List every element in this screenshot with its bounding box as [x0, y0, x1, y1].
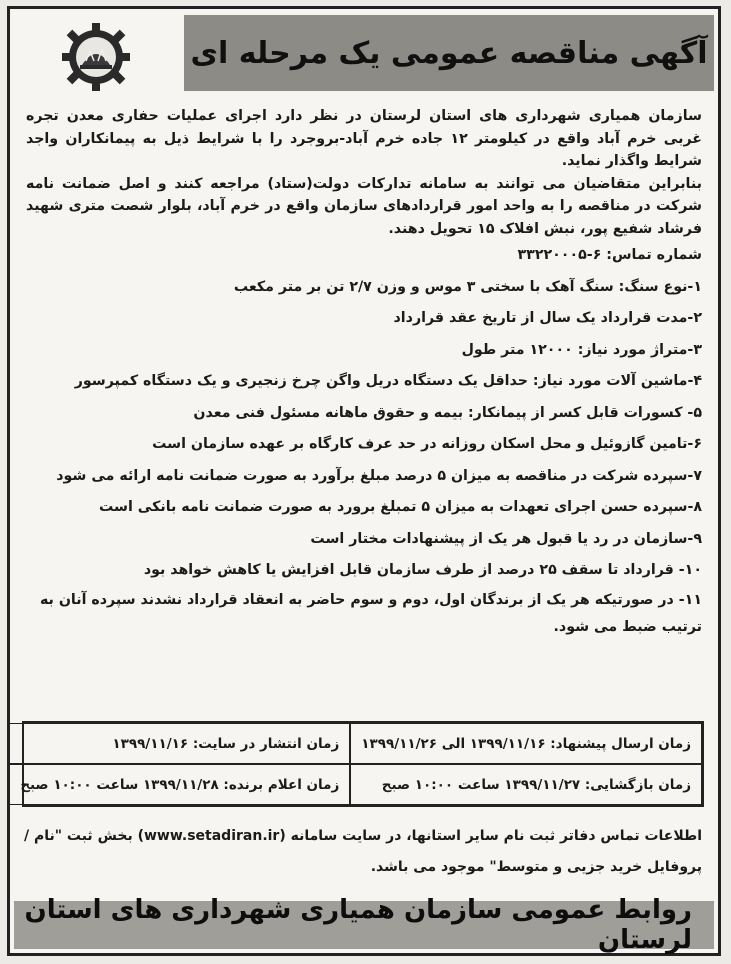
list-item: ۵- کسورات قابل کسر از پیمانکار: بیمه و حقوق ماهانه مسئول فنی معدن [193, 404, 702, 421]
list-item: ۱-نوع سنگ: سنگ آهک با سختی ۳ موس و وزن ۲/۷ تن بر متر مکعب [233, 278, 702, 295]
footer-banner [14, 895, 714, 955]
schedule-table [22, 721, 704, 807]
notice-title: آگهی مناقصه عمومی یک مرحله ای [190, 35, 708, 71]
list-item: ۳-متراژ مورد نیاز: ۱۲۰۰۰ متر طول [461, 341, 702, 358]
footer-text: روابط عمومی سازمان همیاری شهرداری های استان لرستان [24, 895, 692, 955]
list-item: ۸-سپرده حسن اجرای تعهدات به میزان ۵ تمبلغ برورد به صورت ضمانت نامه بانکی است [99, 499, 702, 515]
contact-note: اطلاعات تماس دفاتر ثبت نام سایر استانها، در سایت سامانه (www.setadiran.ir) بخش ثبت "نام / پروفایل خرید جزیی و متوسط" موجود می باشد. [23, 828, 702, 875]
list-item: ۱۱- در صورتیکه هر یک از برندگان اول، دوم و سوم حاضر به انعقاد قرارداد نشدند سپرده آنان به ترتیب ضبط می شود. [39, 591, 702, 635]
list-item: ۴-ماشین آلات مورد نیاز: حداقل یک دستگاه دریل واگن چرخ زنجیری و یک دستگاه کمپرسور [74, 373, 702, 389]
list-item: ۲-مدت قرارداد یک سال از تاریخ عقد قرارداد [393, 310, 702, 326]
intro-paragraph: سازمان همیاری شهرداری های استان لرستان در نظر دارد اجرای عملیات حفاری معدن تجره غربی خرم آباد واقع در کیلومتر ۱۲ جاده خرم آباد-بروجرد را با شرایط ذیل به پیمانکاران واجد شرایط واگذار نماید. [26, 108, 702, 169]
notice-body [26, 105, 702, 641]
contact-phone: شماره تماس: ۶-۳۳۲۲۰۰۰۵ [517, 247, 702, 263]
list-item: ۱۰- قرارداد تا سقف ۲۵ درصد از طرف سازمان قابل افزایش یا کاهش خواهد بود [143, 562, 702, 578]
winner-announce-time: زمان اعلام برنده: ۱۳۹۹/۱۱/۲۸ ساعت ۱۰:۰۰ صبح [9, 764, 350, 805]
list-item: ۷-سپرده شرکت در مناقصه به میزان ۵ درصد مبلغ برآورد به صورت ضمانت نامه ارائه می شود [56, 467, 702, 484]
opening-time: زمان بازگشایی: ۱۳۹۹/۱۱/۲۷ ساعت ۱۰:۰۰ صبح [350, 764, 702, 805]
list-item: ۹-سازمان در رد یا قبول هر یک از پیشنهادات مختار است [310, 530, 702, 547]
gear-emblem-icon [54, 21, 138, 95]
title-banner [184, 15, 714, 91]
conditions-list [26, 240, 702, 641]
tender-notice [7, 6, 721, 956]
instructions-paragraph: بنابراین متقاضیان می توانند به سامانه تدارکات دولت(ستاد) مراجعه کنند و اصل ضمانت نامه شرکت در مناقصه را به واحد امور قراردادهای سازمان واقع در خرم آباد، بلوار شصت متری شهید فرشاد شفیع پور، نبش افلاک ۱۵ تحویل دهند. [26, 175, 702, 237]
submit-time: زمان ارسال پیشنهاد: ۱۳۹۹/۱۱/۱۶ الی ۱۳۹۹/۱۱/۲۶ [350, 723, 702, 764]
publish-time: زمان انتشار در سایت: ۱۳۹۹/۱۱/۱۶ [9, 723, 350, 764]
list-item: ۶-تامین گازوئیل و محل اسکان روزانه در حد عرف کارگاه بر عهده سازمان است [152, 436, 702, 452]
